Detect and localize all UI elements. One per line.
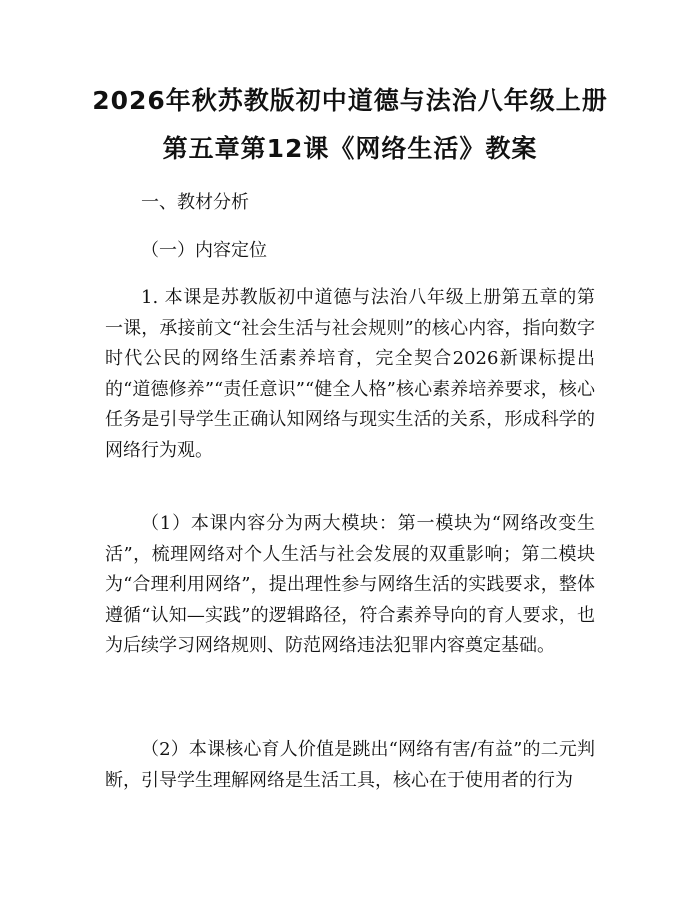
paragraph-1: 1. 本课是苏教版初中道德与法治八年级上册第五章的第一课，承接前文“社会生活与社会规则”的核心内容，指向数字时代公民的网络生活素养培育，完全契合2026新课标提出的“道德修养”“责任意识”“健全人格”核心素养培养要求，核心任务是引导学生正确认知网络与现实生活的关系，形成科学的网络行为观。 bbox=[105, 287, 595, 461]
paragraph-2: （1）本课内容分为两大模块：第一模块为“网络改变生活”，梳理网络对个人生活与社会发展的双重影响；第二模块为“合理利用网络”，提出理性参与网络生活的实践要求，整体遵循“认知—实践”的逻辑路径，符合素养导向的育人要求，也为后续学习网络规则、防范网络违法犯罪内容奠定基础。 bbox=[105, 513, 595, 656]
document-title-line-2: 第五章第12课《网络生活》教案 bbox=[162, 134, 538, 163]
subsection-heading: （一）内容定位 bbox=[141, 240, 267, 261]
section-heading: 一、教材分析 bbox=[141, 192, 249, 213]
document-title-line-1: 2026年秋苏教版初中道德与法治八年级上册 bbox=[92, 86, 608, 115]
paragraph-3: （2）本课核心育人价值是跳出“网络有害/有益”的二元判断，引导学生理解网络是生活工具，核心在于使用者的行为 bbox=[105, 739, 595, 791]
